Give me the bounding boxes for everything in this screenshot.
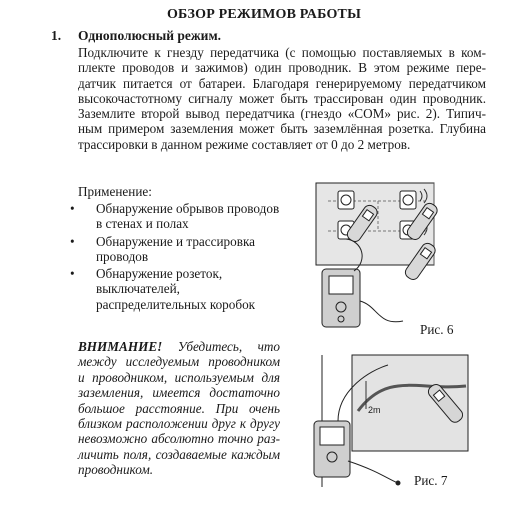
page-title: ОБЗОР РЕЖИМОВ РАБОТЫ — [166, 7, 362, 22]
list-item — [70, 266, 298, 312]
figure-7-illustration — [308, 351, 470, 491]
figure-6-illustration — [308, 181, 476, 336]
warning-line: заземления, имеется достаточно — [78, 385, 280, 401]
bullet-icon: • — [70, 201, 75, 216]
bullet-icon: • — [70, 266, 75, 282]
list-item-line: Обнаружение розеток, — [96, 266, 223, 282]
list-item-line: Обнаружение обрывов проводов — [96, 201, 280, 216]
bullet-icon: • — [70, 233, 75, 249]
paragraph-line: трассировки в данном режиме составляет от 0 до 2 метров. — [78, 136, 411, 152]
application-title: Применение: — [78, 184, 152, 199]
warning-first-line: Убедитесь, что — [162, 339, 280, 354]
warning-line — [78, 339, 280, 354]
warning-label: ВНИМАНИЕ! — [78, 339, 163, 354]
warning-note — [78, 339, 280, 478]
warning-line: близком расположении друг к другу — [78, 415, 280, 431]
list-item-line: выключателей, — [96, 281, 180, 297]
paragraph-line: высокочастотному сигналу может быть трассирован один проводник. — [78, 90, 486, 106]
paragraph-line: плекте проводов и зажимов) один проводник. В этом режиме пере- — [78, 60, 486, 76]
paragraph-line: Заземлите второй вывод передатчика (гнездо «COM» рис. 2). Типич- — [78, 106, 486, 122]
warning-line: невозможно абсолютно точно раз- — [78, 431, 280, 447]
list-item-line: проводов — [96, 248, 149, 264]
paragraph-line: датчик питается от батареи. Благодаря генерируемому передатчиком — [78, 75, 486, 91]
figure-6-caption: Рис. 6 — [420, 322, 454, 337]
warning-line: большое расстояние. При очень — [78, 400, 280, 416]
list-item-line: распределительных коробок — [96, 296, 256, 312]
warning-line: и проводником, используемым для — [78, 369, 280, 385]
list-item-line: в стенах и полах — [96, 216, 189, 232]
paragraph-line: Подключите к гнезду передатчика (с помощью поставляемых в ком- — [78, 45, 486, 60]
warning-line: между исследуемым проводником — [78, 354, 280, 370]
section-heading: Однополюсный режим. — [78, 28, 222, 43]
application-list — [70, 201, 298, 314]
section-paragraph — [78, 45, 486, 152]
warning-line: личить поля, создаваемые каждым — [78, 446, 280, 462]
paragraph-line: ным примером заземления может быть заземлённая розетка. Глубина — [78, 121, 486, 137]
section-number: 1. — [51, 28, 62, 43]
warning-line: проводником. — [78, 462, 154, 478]
list-item — [70, 233, 298, 265]
distance-label: 2m — [368, 405, 381, 415]
figure-7-caption: Рис. 7 — [414, 473, 448, 488]
list-item — [70, 201, 298, 232]
list-item-line: Обнаружение и трассировка — [96, 233, 256, 249]
